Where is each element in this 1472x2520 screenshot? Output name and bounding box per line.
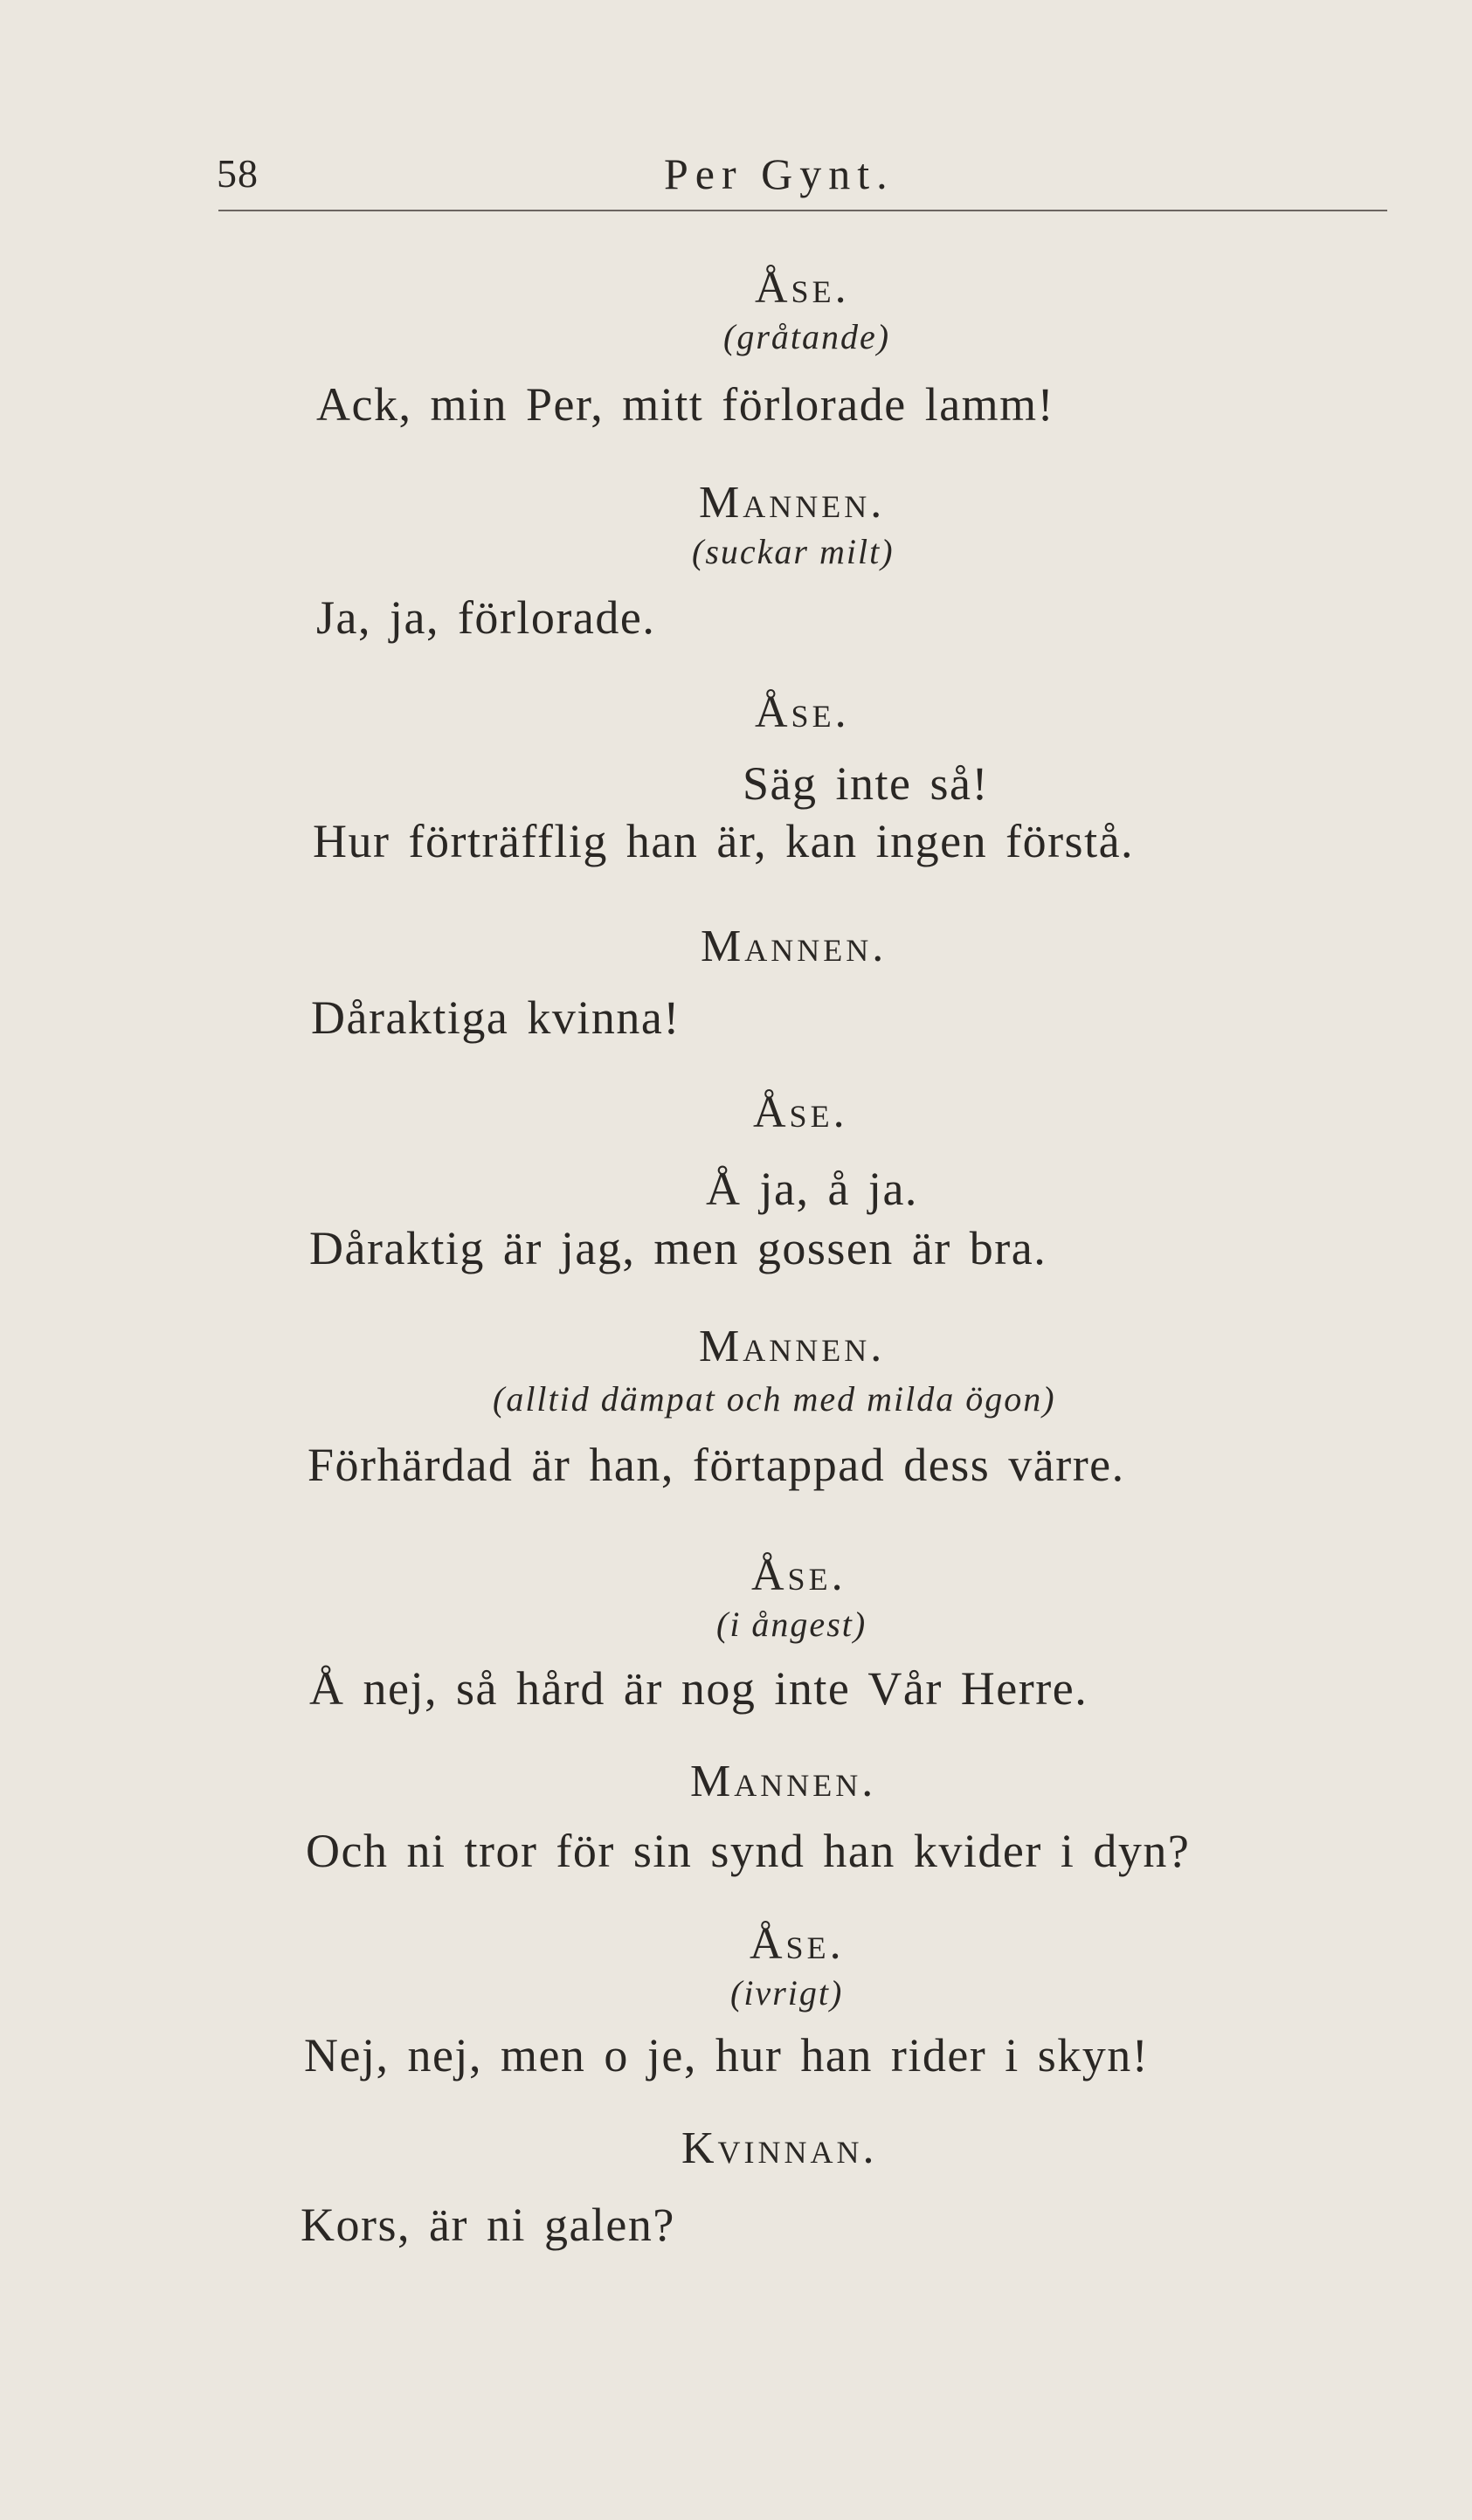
stage-direction: (ivrigt) (730, 1973, 844, 2013)
speaker-label: Mannen. (699, 478, 886, 528)
stage-direction: (i ångest) (716, 1605, 867, 1644)
speaker-label: Åse. (755, 263, 850, 313)
verse-line: Dåraktiga kvinna! (311, 991, 681, 1044)
verse-line: Nej, nej, men o je, hur han rider i skyn! (304, 2029, 1150, 2082)
verse-line: Kors, är ni galen? (301, 2199, 675, 2251)
verse-line: Å ja, å ja. (706, 1163, 918, 1215)
speaker-label: Åse. (751, 1550, 847, 1600)
verse-line: Förhärdad är han, förtappad dess värre. (308, 1439, 1125, 1491)
stage-direction: (suckar milt) (692, 532, 895, 571)
verse-line: Hur förträfflig han är, kan ingen förstå. (313, 815, 1135, 867)
verse-line: Ja, ja, förlorade. (316, 591, 656, 644)
stage-direction: (alltid dämpat och med milda ögon) (493, 1379, 1056, 1419)
speaker-label: Mannen. (690, 1757, 877, 1806)
verse-line: Dåraktig är jag, men gossen är bra. (309, 1222, 1047, 1274)
speaker-label: Kvinnan. (681, 2123, 878, 2173)
header-rule (218, 210, 1387, 211)
speaker-label: Åse. (750, 1919, 845, 1969)
page-number: 58 (217, 151, 259, 196)
speaker-label: Mannen. (699, 1322, 886, 1371)
speaker-label: Åse. (753, 1087, 848, 1137)
running-title: Per Gynt. (664, 149, 895, 198)
verse-line: Och ni tror för sin synd han kvider i dyn? (306, 1825, 1191, 1877)
verse-line: Å nej, så hård är nog inte Vår Herre. (309, 1662, 1088, 1715)
verse-line: Ack, min Per, mitt förlorade lamm! (316, 378, 1055, 431)
stage-direction: (gråtande) (723, 317, 891, 356)
verse-line: Säg inte så! (743, 757, 989, 810)
speaker-label: Åse. (755, 687, 850, 737)
speaker-label: Mannen. (701, 922, 888, 971)
